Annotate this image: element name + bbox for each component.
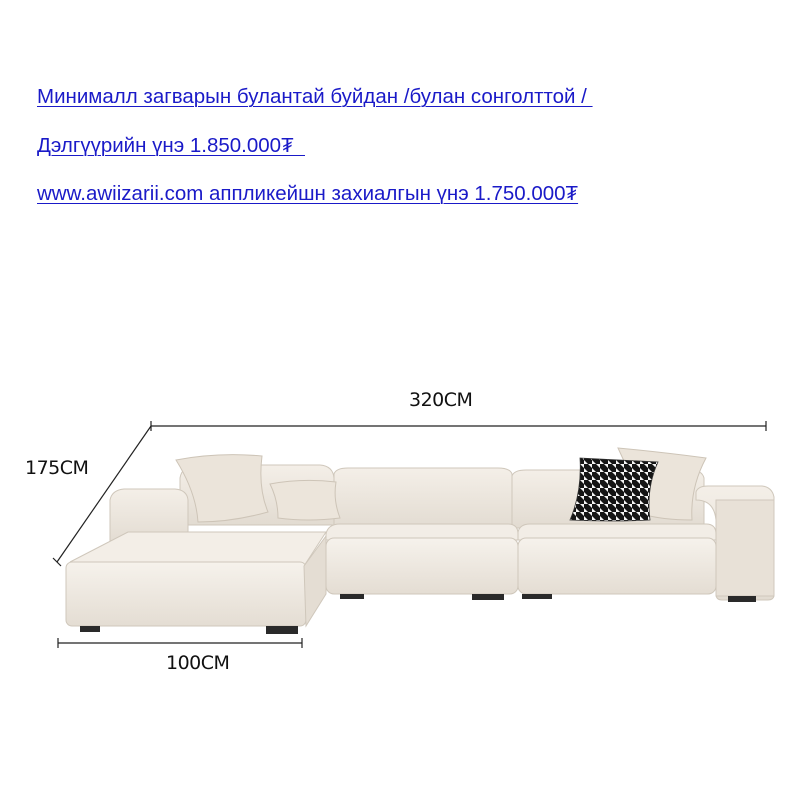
store-price-link[interactable]: Дэлгүүрийн үнэ 1.850.000₮ <box>37 133 305 157</box>
app-price-link[interactable]: www.awiizarii.com аппликейшн захиалгын үнэ 1.750.000₮ <box>37 182 579 205</box>
product-title-link[interactable]: Минималл загварын булантай буйдан /булан сонголттой / <box>37 85 593 108</box>
width-dimension-label: 320CM <box>409 389 473 411</box>
chaise-lounge <box>66 532 326 626</box>
depth-dimension-label: 175CM <box>25 457 89 479</box>
seat-cushions <box>326 524 716 594</box>
chaise-dimension-label: 100CM <box>166 652 230 674</box>
